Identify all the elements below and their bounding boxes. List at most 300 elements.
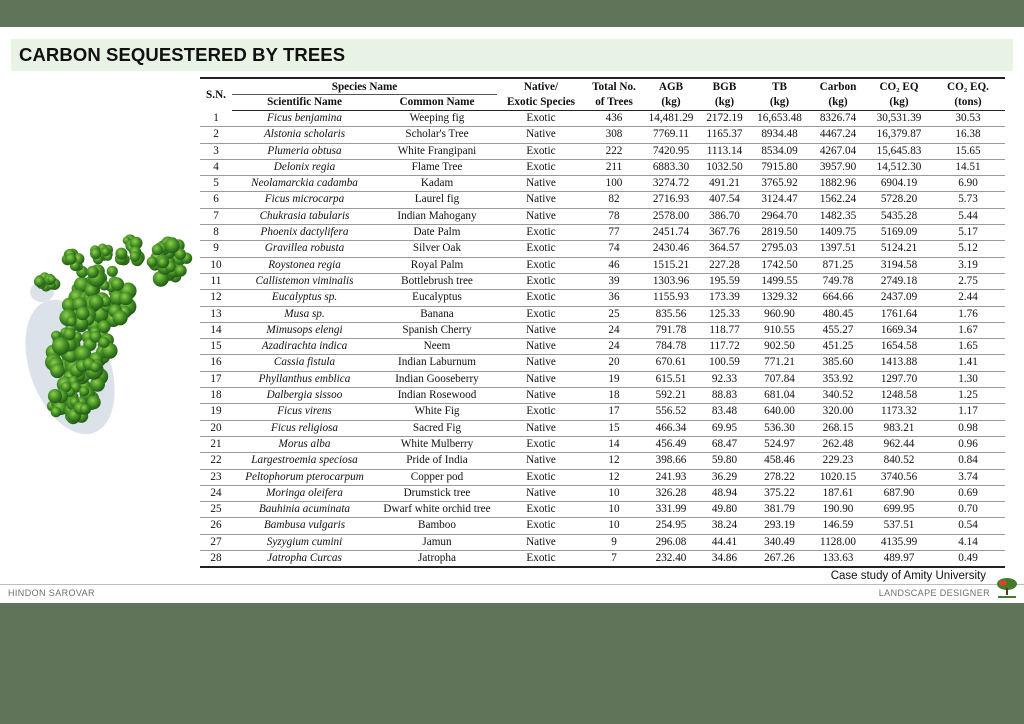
cell-agb: 1155.93 — [643, 290, 699, 306]
table-row — [200, 208, 1005, 224]
cell-tb: 902.50 — [750, 339, 809, 355]
cell-carbon: 871.25 — [809, 257, 867, 273]
cell-sn: 10 — [200, 257, 232, 273]
cell-bgb: 59.80 — [699, 453, 750, 469]
cell-origin: Native — [497, 534, 585, 550]
cell-co2-tons: 1.67 — [931, 322, 1005, 338]
cell-total-trees: 308 — [585, 127, 643, 143]
cell-scientific-name: Musa sp. — [232, 306, 377, 322]
cell-co2-tons: 0.96 — [931, 436, 1005, 452]
cell-common-name: Indian Gooseberry — [377, 371, 497, 387]
cell-sn: 4 — [200, 159, 232, 175]
cell-origin: Exotic — [497, 143, 585, 159]
cell-origin: Native — [497, 371, 585, 387]
cell-scientific-name: Gravillea robusta — [232, 241, 377, 257]
cell-total-trees: 12 — [585, 469, 643, 485]
cell-scientific-name: Bauhinia acuminata — [232, 502, 377, 518]
cell-co2-kg: 6904.19 — [867, 176, 931, 192]
cell-co2-kg: 1297.70 — [867, 371, 931, 387]
cell-agb: 14,481.29 — [643, 111, 699, 127]
cell-common-name: Silver Oak — [377, 241, 497, 257]
cell-agb: 835.56 — [643, 306, 699, 322]
cell-scientific-name: Ficus religiosa — [232, 420, 377, 436]
cell-agb: 241.93 — [643, 469, 699, 485]
table-row — [200, 192, 1005, 208]
cell-sn: 9 — [200, 241, 232, 257]
cell-co2-tons: 1.76 — [931, 306, 1005, 322]
cell-agb: 1303.96 — [643, 273, 699, 289]
cell-sn: 17 — [200, 371, 232, 387]
cell-origin: Exotic — [497, 502, 585, 518]
cell-bgb: 364.57 — [699, 241, 750, 257]
table-row — [200, 273, 1005, 289]
cell-bgb: 49.80 — [699, 502, 750, 518]
cell-co2-kg: 1413.88 — [867, 355, 931, 371]
cell-carbon: 262.48 — [809, 436, 867, 452]
cell-sn: 25 — [200, 502, 232, 518]
cell-tb: 3124.47 — [750, 192, 809, 208]
tree-footprint-icon — [10, 202, 200, 442]
cell-total-trees: 10 — [585, 518, 643, 534]
cell-bgb: 48.94 — [699, 485, 750, 501]
cell-origin: Exotic — [497, 518, 585, 534]
cell-carbon: 3957.90 — [809, 159, 867, 175]
cell-co2-kg: 16,379.87 — [867, 127, 931, 143]
cell-total-trees: 10 — [585, 502, 643, 518]
cell-co2-tons: 1.25 — [931, 388, 1005, 404]
cell-tb: 2795.03 — [750, 241, 809, 257]
cell-agb: 296.08 — [643, 534, 699, 550]
cell-total-trees: 9 — [585, 534, 643, 550]
cell-scientific-name: Ficus benjamina — [232, 111, 377, 127]
cell-agb: 331.99 — [643, 502, 699, 518]
cell-common-name: Dwarf white orchid tree — [377, 502, 497, 518]
cell-total-trees: 12 — [585, 453, 643, 469]
cell-tb: 375.22 — [750, 485, 809, 501]
cell-co2-tons: 3.74 — [931, 469, 1005, 485]
cell-common-name: White Mulberry — [377, 436, 497, 452]
cell-co2-tons: 0.54 — [931, 518, 1005, 534]
cell-co2-kg: 5728.20 — [867, 192, 931, 208]
col-common: Common Name — [377, 95, 497, 111]
cell-co2-kg: 2749.18 — [867, 273, 931, 289]
cell-co2-tons: 5.44 — [931, 208, 1005, 224]
cell-sn: 14 — [200, 322, 232, 338]
cell-bgb: 69.95 — [699, 420, 750, 436]
cell-bgb: 386.70 — [699, 208, 750, 224]
cell-tb: 8934.48 — [750, 127, 809, 143]
cell-bgb: 34.86 — [699, 551, 750, 568]
cell-bgb: 88.83 — [699, 388, 750, 404]
cell-origin: Exotic — [497, 273, 585, 289]
cell-total-trees: 19 — [585, 371, 643, 387]
cell-scientific-name: Ficus microcarpa — [232, 192, 377, 208]
cell-scientific-name: Bambusa vulgaris — [232, 518, 377, 534]
cell-co2-kg: 5169.09 — [867, 225, 931, 241]
cell-agb: 784.78 — [643, 339, 699, 355]
cell-tb: 293.19 — [750, 518, 809, 534]
cell-sn: 12 — [200, 290, 232, 306]
cell-carbon: 1882.96 — [809, 176, 867, 192]
cell-origin: Exotic — [497, 111, 585, 127]
col-co2t-top: CO₂ EQ. — [931, 78, 1005, 95]
cell-co2-kg: 1761.64 — [867, 306, 931, 322]
cell-total-trees: 74 — [585, 241, 643, 257]
cell-total-trees: 24 — [585, 339, 643, 355]
table-row — [200, 339, 1005, 355]
table-row — [200, 127, 1005, 143]
cell-co2-kg: 30,531.39 — [867, 111, 931, 127]
cell-co2-kg: 3194.58 — [867, 257, 931, 273]
cell-scientific-name: Chukrasia tabularis — [232, 208, 377, 224]
cell-co2-tons: 14.51 — [931, 159, 1005, 175]
cell-tb: 381.79 — [750, 502, 809, 518]
cell-carbon: 1128.00 — [809, 534, 867, 550]
cell-bgb: 100.59 — [699, 355, 750, 371]
cell-sn: 22 — [200, 453, 232, 469]
cell-co2-tons: 2.75 — [931, 273, 1005, 289]
col-native-bottom: Exotic Species — [497, 95, 585, 111]
cell-origin: Native — [497, 355, 585, 371]
cell-common-name: Bottlebrush tree — [377, 273, 497, 289]
cell-carbon: 1409.75 — [809, 225, 867, 241]
col-co2t-bottom: (tons) — [931, 95, 1005, 111]
cell-agb: 2451.74 — [643, 225, 699, 241]
cell-scientific-name: Neolamarckia cadamba — [232, 176, 377, 192]
tree-logo-icon — [994, 575, 1020, 601]
cell-bgb: 117.72 — [699, 339, 750, 355]
cell-common-name: Jatropha — [377, 551, 497, 568]
table-row — [200, 371, 1005, 387]
footer-role: LANDSCAPE DESIGNER — [878, 588, 990, 598]
cell-agb: 3274.72 — [643, 176, 699, 192]
cell-tb: 910.55 — [750, 322, 809, 338]
cell-bgb: 195.59 — [699, 273, 750, 289]
cell-total-trees: 25 — [585, 306, 643, 322]
cell-bgb: 367.76 — [699, 225, 750, 241]
cell-co2-tons: 4.14 — [931, 534, 1005, 550]
cell-co2-tons: 0.70 — [931, 502, 1005, 518]
cell-origin: Exotic — [497, 257, 585, 273]
cell-co2-tons: 1.41 — [931, 355, 1005, 371]
table-row — [200, 176, 1005, 192]
cell-common-name: Spanish Cherry — [377, 322, 497, 338]
cell-agb: 791.78 — [643, 322, 699, 338]
cell-co2-kg: 5435.28 — [867, 208, 931, 224]
col-carbon-top: Carbon — [809, 78, 867, 95]
cell-scientific-name: Phoenix dactylifera — [232, 225, 377, 241]
cell-sn: 15 — [200, 339, 232, 355]
cell-tb: 3765.92 — [750, 176, 809, 192]
cell-co2-kg: 14,512.30 — [867, 159, 931, 175]
cell-total-trees: 15 — [585, 420, 643, 436]
cell-tb: 1329.32 — [750, 290, 809, 306]
col-agb-bottom: (kg) — [643, 95, 699, 111]
cell-bgb: 1113.14 — [699, 143, 750, 159]
cell-agb: 7420.95 — [643, 143, 699, 159]
cell-scientific-name: Eucalyptus sp. — [232, 290, 377, 306]
cell-agb: 556.52 — [643, 404, 699, 420]
cell-carbon: 8326.74 — [809, 111, 867, 127]
cell-total-trees: 7 — [585, 551, 643, 568]
cell-bgb: 92.33 — [699, 371, 750, 387]
cell-total-trees: 24 — [585, 322, 643, 338]
cell-co2-kg: 1173.32 — [867, 404, 931, 420]
cell-bgb: 38.24 — [699, 518, 750, 534]
cell-co2-kg: 5124.21 — [867, 241, 931, 257]
cell-agb: 2578.00 — [643, 208, 699, 224]
cell-common-name: Banana — [377, 306, 497, 322]
cell-agb: 456.49 — [643, 436, 699, 452]
cell-sn: 3 — [200, 143, 232, 159]
table-row — [200, 225, 1005, 241]
cell-total-trees: 78 — [585, 208, 643, 224]
cell-tb: 681.04 — [750, 388, 809, 404]
cell-origin: Exotic — [497, 159, 585, 175]
cell-sn: 23 — [200, 469, 232, 485]
table-row — [200, 306, 1005, 322]
cell-total-trees: 14 — [585, 436, 643, 452]
table-row — [200, 534, 1005, 550]
cell-total-trees: 82 — [585, 192, 643, 208]
cell-agb: 2716.93 — [643, 192, 699, 208]
cell-carbon: 4467.24 — [809, 127, 867, 143]
cell-common-name: Jamun — [377, 534, 497, 550]
cell-tb: 340.49 — [750, 534, 809, 550]
cell-origin: Exotic — [497, 436, 585, 452]
cell-carbon: 268.15 — [809, 420, 867, 436]
cell-sn: 2 — [200, 127, 232, 143]
cell-co2-kg: 840.52 — [867, 453, 931, 469]
cell-sn: 5 — [200, 176, 232, 192]
cell-bgb: 2172.19 — [699, 111, 750, 127]
cell-scientific-name: Plumeria obtusa — [232, 143, 377, 159]
table-row — [200, 322, 1005, 338]
cell-carbon: 451.25 — [809, 339, 867, 355]
cell-total-trees: 77 — [585, 225, 643, 241]
cell-carbon: 187.61 — [809, 485, 867, 501]
cell-total-trees: 39 — [585, 273, 643, 289]
cell-sn: 16 — [200, 355, 232, 371]
table-row — [200, 485, 1005, 501]
cell-common-name: Eucalyptus — [377, 290, 497, 306]
cell-agb: 7769.11 — [643, 127, 699, 143]
cell-tb: 1742.50 — [750, 257, 809, 273]
cell-co2-tons: 2.44 — [931, 290, 1005, 306]
cell-origin: Native — [497, 485, 585, 501]
title-bar — [11, 39, 1013, 71]
cell-common-name: Pride of India — [377, 453, 497, 469]
cell-total-trees: 10 — [585, 485, 643, 501]
cell-tb: 2964.70 — [750, 208, 809, 224]
cell-tb: 707.84 — [750, 371, 809, 387]
table-row — [200, 257, 1005, 273]
cell-bgb: 1165.37 — [699, 127, 750, 143]
cell-bgb: 118.77 — [699, 322, 750, 338]
cell-total-trees: 20 — [585, 355, 643, 371]
cell-scientific-name: Azadirachta indica — [232, 339, 377, 355]
cell-co2-tons: 1.65 — [931, 339, 1005, 355]
cell-common-name: Indian Rosewood — [377, 388, 497, 404]
cell-common-name: Sacred Fig — [377, 420, 497, 436]
cell-tb: 524.97 — [750, 436, 809, 452]
cell-sn: 28 — [200, 551, 232, 568]
cell-sn: 1 — [200, 111, 232, 127]
cell-sn: 21 — [200, 436, 232, 452]
cell-carbon: 455.27 — [809, 322, 867, 338]
cell-bgb: 173.39 — [699, 290, 750, 306]
cell-carbon: 229.23 — [809, 453, 867, 469]
cell-total-trees: 36 — [585, 290, 643, 306]
cell-scientific-name: Dalbergia sissoo — [232, 388, 377, 404]
cell-origin: Native — [497, 208, 585, 224]
cell-sn: 8 — [200, 225, 232, 241]
cell-bgb: 227.28 — [699, 257, 750, 273]
table-row — [200, 111, 1005, 127]
table-row — [200, 159, 1005, 175]
cell-agb: 6883.30 — [643, 159, 699, 175]
cell-co2-tons: 0.69 — [931, 485, 1005, 501]
cell-scientific-name: Phyllanthus emblica — [232, 371, 377, 387]
table-row — [200, 388, 1005, 404]
cell-sn: 24 — [200, 485, 232, 501]
cell-co2-tons: 5.17 — [931, 225, 1005, 241]
cell-common-name: Laurel fig — [377, 192, 497, 208]
cell-carbon: 1482.35 — [809, 208, 867, 224]
cell-agb: 254.95 — [643, 518, 699, 534]
cell-agb: 398.66 — [643, 453, 699, 469]
table-row — [200, 551, 1005, 568]
cell-total-trees: 18 — [585, 388, 643, 404]
cell-sn: 18 — [200, 388, 232, 404]
cell-origin: Exotic — [497, 306, 585, 322]
cell-scientific-name: Roystonea regia — [232, 257, 377, 273]
cell-origin: Exotic — [497, 241, 585, 257]
cell-scientific-name: Mimusops elengi — [232, 322, 377, 338]
cell-origin: Native — [497, 453, 585, 469]
cell-origin: Native — [497, 388, 585, 404]
col-total-bottom: of Trees — [585, 95, 643, 111]
table-row — [200, 453, 1005, 469]
cell-agb: 670.61 — [643, 355, 699, 371]
cell-carbon: 146.59 — [809, 518, 867, 534]
carbon-table-container — [200, 77, 1005, 568]
cell-co2-tons: 15.65 — [931, 143, 1005, 159]
col-tb-top: TB — [750, 78, 809, 95]
cell-common-name: White Fig — [377, 404, 497, 420]
cell-co2-kg: 4135.99 — [867, 534, 931, 550]
cell-carbon: 1397.51 — [809, 241, 867, 257]
col-scientific: Scientific Name — [232, 95, 377, 111]
col-sn: S.N. — [200, 78, 232, 111]
col-co2kg-top: CO₂ EQ — [867, 78, 931, 95]
cell-tb: 640.00 — [750, 404, 809, 420]
cell-scientific-name: Cassia fistula — [232, 355, 377, 371]
cell-tb: 7915.80 — [750, 159, 809, 175]
cell-scientific-name: Delonix regia — [232, 159, 377, 175]
cell-common-name: Royal Palm — [377, 257, 497, 273]
table-row — [200, 469, 1005, 485]
cell-co2-kg: 489.97 — [867, 551, 931, 568]
col-bgb-top: BGB — [699, 78, 750, 95]
cell-tb: 2819.50 — [750, 225, 809, 241]
cell-common-name: Date Palm — [377, 225, 497, 241]
cell-common-name: Copper pod — [377, 469, 497, 485]
col-agb-top: AGB — [643, 78, 699, 95]
cell-total-trees: 211 — [585, 159, 643, 175]
cell-scientific-name: Alstonia scholaris — [232, 127, 377, 143]
cell-co2-kg: 687.90 — [867, 485, 931, 501]
cell-co2-tons: 1.17 — [931, 404, 1005, 420]
cell-scientific-name: Morus alba — [232, 436, 377, 452]
cell-carbon: 133.63 — [809, 551, 867, 568]
cell-common-name: Neem — [377, 339, 497, 355]
cell-sn: 13 — [200, 306, 232, 322]
cell-total-trees: 17 — [585, 404, 643, 420]
cell-common-name: Indian Laburnum — [377, 355, 497, 371]
cell-common-name: Scholar's Tree — [377, 127, 497, 143]
cell-co2-tons: 5.12 — [931, 241, 1005, 257]
cell-carbon: 480.45 — [809, 306, 867, 322]
cell-scientific-name: Largestroemia speciosa — [232, 453, 377, 469]
cell-carbon: 749.78 — [809, 273, 867, 289]
cell-co2-tons: 1.30 — [931, 371, 1005, 387]
cell-sn: 20 — [200, 420, 232, 436]
cell-tb: 16,653.48 — [750, 111, 809, 127]
cell-co2-kg: 1654.58 — [867, 339, 931, 355]
cell-tb: 458.46 — [750, 453, 809, 469]
cell-co2-tons: 6.90 — [931, 176, 1005, 192]
cell-co2-tons: 0.49 — [931, 551, 1005, 568]
cell-total-trees: 46 — [585, 257, 643, 273]
cell-origin: Native — [497, 420, 585, 436]
cell-carbon: 190.90 — [809, 502, 867, 518]
cell-tb: 8534.09 — [750, 143, 809, 159]
cell-tb: 536.30 — [750, 420, 809, 436]
cell-co2-kg: 1248.58 — [867, 388, 931, 404]
cell-scientific-name: Jatropha Curcas — [232, 551, 377, 568]
cell-sn: 6 — [200, 192, 232, 208]
cell-bgb: 1032.50 — [699, 159, 750, 175]
cell-common-name: Flame Tree — [377, 159, 497, 175]
cell-agb: 232.40 — [643, 551, 699, 568]
cell-agb: 326.28 — [643, 485, 699, 501]
cell-co2-kg: 2437.09 — [867, 290, 931, 306]
cell-origin: Exotic — [497, 225, 585, 241]
cell-bgb: 36.29 — [699, 469, 750, 485]
table-row — [200, 143, 1005, 159]
cell-common-name: White Frangipani — [377, 143, 497, 159]
cell-agb: 2430.46 — [643, 241, 699, 257]
cell-tb: 1499.55 — [750, 273, 809, 289]
cell-scientific-name: Callistemon viminalis — [232, 273, 377, 289]
table-row — [200, 241, 1005, 257]
cell-co2-kg: 983.21 — [867, 420, 931, 436]
table-row — [200, 290, 1005, 306]
cell-sn: 27 — [200, 534, 232, 550]
cell-bgb: 125.33 — [699, 306, 750, 322]
cell-tb: 771.21 — [750, 355, 809, 371]
cell-tb: 278.22 — [750, 469, 809, 485]
table-row — [200, 518, 1005, 534]
cell-total-trees: 436 — [585, 111, 643, 127]
cell-agb: 466.34 — [643, 420, 699, 436]
cell-scientific-name: Peltophorum pterocarpum — [232, 469, 377, 485]
cell-origin: Native — [497, 192, 585, 208]
col-total-top: Total No. — [585, 78, 643, 95]
cell-tb: 267.26 — [750, 551, 809, 568]
footer-divider — [0, 584, 1024, 585]
